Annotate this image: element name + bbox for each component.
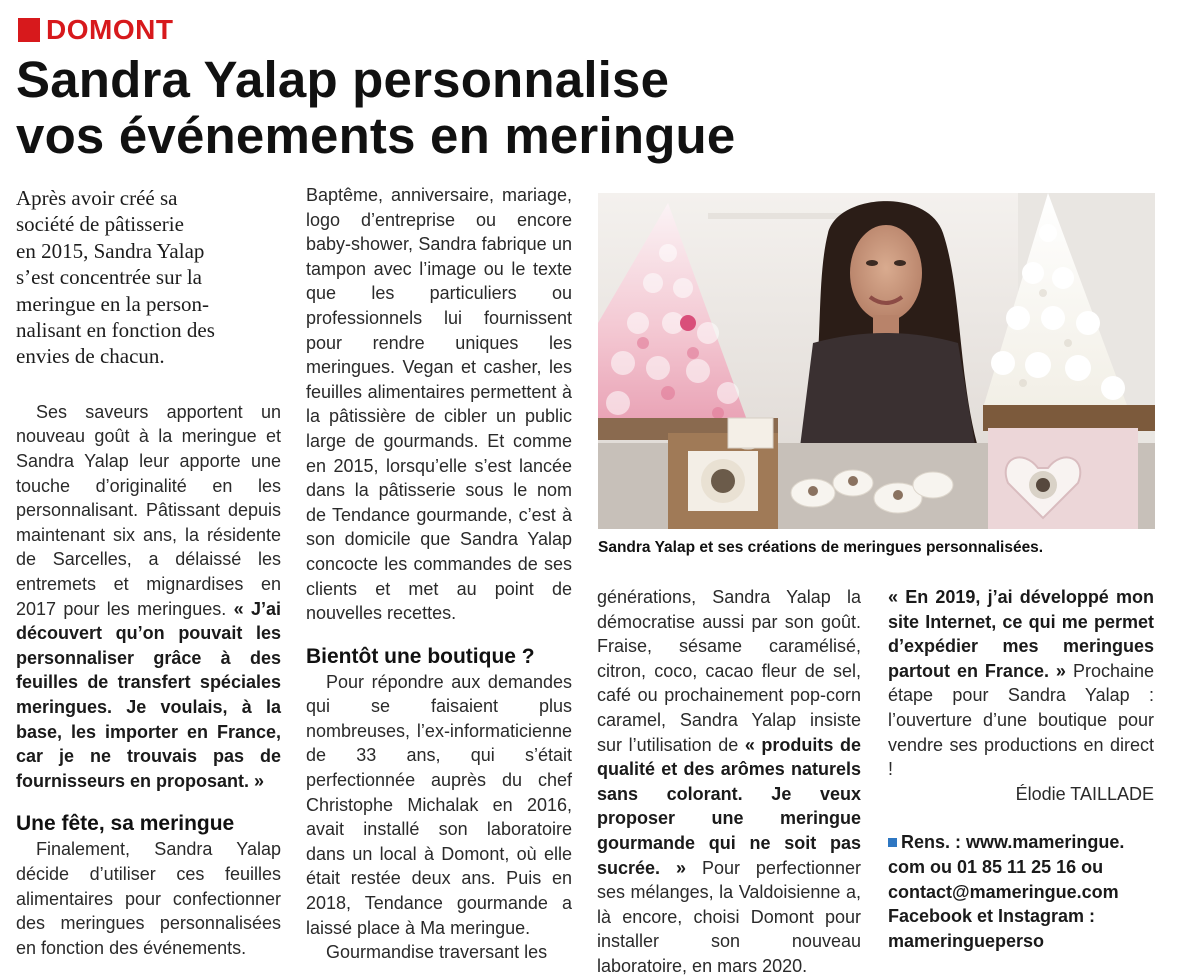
subheading-fete: Une fête, sa meringue — [16, 812, 235, 836]
column-1 — [16, 185, 281, 960]
section-rubric — [18, 14, 173, 46]
info-line-text: Rens. : www.mameringue. — [901, 832, 1125, 853]
paragraph-etape-text: Prochaine étape pour Sandra Yalap : l’ouverture d’une boutique pour vendre ses productions en direct ! — [888, 660, 1154, 780]
paragraph-boutique: Pour répondre aux demandes qui se faisaient plus nombreuses, l’ex-informaticienne de 33 ans, qui s’était perfectionnée auprès du chef Christophe Michalak en 2016, avait installé son laboratoire dans un local à Domont, où elle était restée deux ans. Puis en 2018, Tendance gourmande a laissé place à Ma meringue. — [306, 671, 572, 938]
column-3 — [597, 585, 861, 979]
lead-line: société de pâtisserie — [16, 212, 184, 237]
headline-line-2: vos événements en meringue — [16, 107, 736, 164]
rubric-marker — [18, 18, 40, 42]
info-line: mameringueperso — [888, 930, 1045, 951]
paragraph-generations-text: générations, Sandra Yalap la démocratise aussi par son goût. Fraise, sésame caramélisé, citron, coco, cacao fleur de sel, café ou prochainement pop-corn caramel, Sandra Yalap insiste sur l’utilisation de — [597, 587, 861, 755]
paragraph-intro — [16, 400, 281, 794]
paragraph-intro-text: Ses saveurs apportent un nouveau goût à la meringue et Sandra Yalap leur apporte une touche d’originalité en les personnalisant. Pâtissant depuis maintenant six ans, la résidente de Sarcelles, a délaissé les entremets et mignardises en 2017 pour les meringues. — [16, 401, 281, 619]
info-line: contact@mameringue.com — [888, 881, 1119, 902]
lead-line: Après avoir créé sa — [16, 186, 178, 210]
paragraph-fete: Finalement, Sandra Yalap décide d’utiliser ces feuilles alimentaires pour confectionner des meringues personnalisées en fonction des événements. — [16, 839, 281, 958]
rubric-label: DOMONT — [46, 14, 174, 45]
subheading-boutique: Bientôt une boutique ? — [306, 644, 535, 668]
square-bullet-icon — [888, 838, 897, 847]
info-line: com ou 01 85 11 25 16 ou — [888, 856, 1104, 877]
photo-illustration — [598, 193, 1155, 529]
headline-line-1: Sandra Yalap personnalise — [16, 51, 670, 108]
photo-caption: Sandra Yalap et ses créations de meringues personnalisées. — [598, 539, 1044, 556]
paragraph-gourmandise: Gourmandise traversant les — [326, 942, 548, 963]
column-2 — [306, 183, 572, 965]
paragraph-perfection-text: Pour perfectionner ses mélanges, la Valdoisienne a, là encore, choisi Domont pour installer son nouveau laboratoire, en mars 2020. — [597, 857, 861, 976]
paragraph-generations — [597, 585, 861, 979]
paragraph-bapteme: Baptême, anniversaire, mariage, logo d’entreprise ou encore baby-shower, Sandra fabrique un tampon avec l’image ou le texte que les particuliers ou professionnels lui fournissent pour rendre uniques les meringues. Vegan et casher, les feuilles alimentaires permettent à la pâtissière de cibler un public large de gourmands. Et comme en 2015, lorsqu’elle s’est lancée dans la pâtisserie sous le nom de Tendance gourmande, c’est à son domicile que Sandra Yalap concocte les commandes de ses clients et met au point de nouvelles recettes. — [306, 185, 572, 624]
info-line — [888, 830, 1154, 855]
lead-line: en 2015, Sandra Yalap — [16, 238, 205, 263]
lead-line: s’est concentrée sur la — [16, 265, 202, 290]
article-headline — [16, 52, 1176, 164]
author-signature: Élodie TAILLADE — [1015, 783, 1154, 804]
quote-site: « En 2019, j’ai développé mon site Internet, ce qui me permet d’expédier mes meringues partout en France. » — [888, 587, 1154, 681]
lead-line: nalisant en fonction des — [16, 318, 215, 343]
lead-line: envies de chacun. — [16, 344, 165, 369]
lead-line: meringue en la person- — [16, 291, 210, 316]
article-lead — [16, 185, 281, 370]
paragraph-site — [888, 585, 1154, 782]
quote-transfert: « J’ai découvert qu’on pouvait les personnaliser grâce à des feuilles de transfert spéciales meringues. Je voulais, à la base, les importer en France, car je ne trouvais pas de fournisseurs en proposant. » — [16, 598, 281, 791]
quote-qualite: « produits de qualité et des arômes naturels sans colorant. Je veux proposer une meringue gourmande qui ne soit pas sucrée. » — [597, 734, 861, 878]
article-photo — [598, 193, 1155, 529]
column-4 — [888, 585, 1154, 953]
info-contact — [888, 830, 1154, 953]
info-line: Facebook et Instagram : — [888, 906, 1096, 927]
